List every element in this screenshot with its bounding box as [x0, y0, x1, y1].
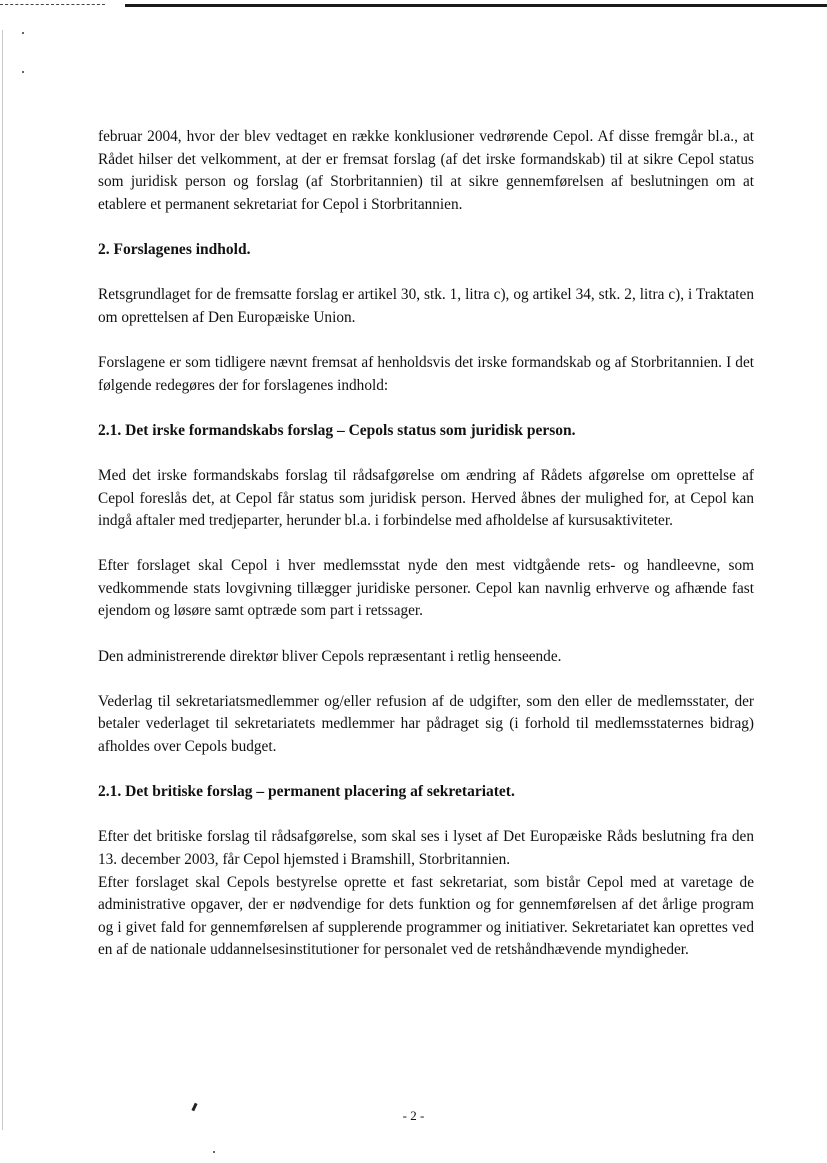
scan-top-dashed-line: [0, 4, 105, 6]
paragraph: Forslagene er som tidligere nævnt fremsat af henholdsvis det irske formandskab og af Storbritannien. I det følgende redegøres der for forslagenes indhold:: [98, 353, 754, 394]
scan-speck: [22, 32, 24, 34]
paragraph-spacer: [98, 804, 754, 827]
paragraph-spacer: [98, 623, 754, 646]
paragraph: februar 2004, hvor der blev vedtaget en række konklusioner vedrørende Cepol. Af disse fremgår bl.a., at Rådet hilser det velkomment, at der er fremsat forslag (af det irske formandskab) til at sikre Cepol status som juridisk person og forslag (af Storbritannien) til at sikre gennemførelsen af beslutningen om at etablere et permanent sekretariat for Cepol i Storbritannien.: [98, 128, 754, 213]
paragraph: Retsgrundlaget for de fremsatte forslag er artikel 30, stk. 1, litra c), og artikel 34, stk. 2, litra c), i Traktaten om oprettelsen af Den Europæiske Union.: [98, 286, 754, 326]
paragraph-spacer: [98, 397, 754, 420]
scan-left-edge: [2, 30, 3, 1130]
paragraph-spacer: [98, 759, 754, 782]
document-body: [98, 126, 754, 962]
paragraph-spacer: [98, 329, 754, 352]
paragraph: Efter det britiske forslag til rådsafgørelse, som skal ses i lyset af Det Europæiske Råds beslutning fra den 13. december 2003, får Cepol hjemsted i Bramshill, Storbritannien.: [98, 828, 754, 868]
paragraph: Med det irske formandskabs forslag til rådsafgørelse om ændring af Rådets afgørelse om oprettelse af Cepol foreslås det, at Cepol får status som juridisk person. Herved åbnes der mulighed for, at Cepol kan indgå aftaler med tredjeparter, herunder bl.a. i forbindelse med afholdelse af kursusaktiviteter.: [98, 466, 754, 530]
scan-top-border-line: [125, 4, 827, 7]
section-heading: 2.1. Det britiske forslag – permanent placering af sekretariatet.: [98, 783, 515, 801]
paragraph-spacer: [98, 668, 754, 691]
paragraph: Vederlag til sekretariatsmedlemmer og/eller refusion af de udgifter, som den eller de medlemsstater, der betaler vederlaget til sekretariatets medlemmer har pådraget sig (i forhold til medlemsstaternes bidrag) afholdes over Cepols budget.: [98, 692, 754, 756]
section-heading: 2. Forslagenes indhold.: [98, 240, 251, 258]
paragraph-spacer: [98, 262, 754, 285]
paragraph-spacer: [98, 533, 754, 556]
paragraph-spacer: [98, 442, 754, 465]
page-number: - 2 -: [402, 1108, 425, 1123]
scan-speck: [22, 71, 24, 73]
paragraph-spacer: [98, 216, 754, 239]
paragraph: Efter forslaget skal Cepols bestyrelse oprette et fast sekretariat, som bistår Cepol med at varetage de administrative opgaver, der er nødvendige for dets funktion og for gennemførelsen af det årlige program og i givet fald for gennemførelsen af supplerende programmer og initiativer. Sekretariatet kan oprettes ved en af de nationale uddannelsesinstitutioner for personalet ved de retshåndhævende myndigheder.: [98, 873, 754, 959]
section-heading: 2.1. Det irske formandskabs forslag – Cepols status som juridisk person.: [98, 421, 576, 439]
scan-speck: [213, 1151, 215, 1153]
paragraph: Efter forslaget skal Cepol i hver medlemsstat nyde den mest vidtgående rets- og handleevne, som vedkommende stats lovgivning tillægger juridiske personer. Cepol kan navnlig erhverve og afhænde fast ejendom og løsøre samt optræde som part i retssager.: [98, 557, 754, 620]
paragraph: Den administrerende direktør bliver Cepols repræsentant i retlig henseende.: [98, 647, 562, 665]
